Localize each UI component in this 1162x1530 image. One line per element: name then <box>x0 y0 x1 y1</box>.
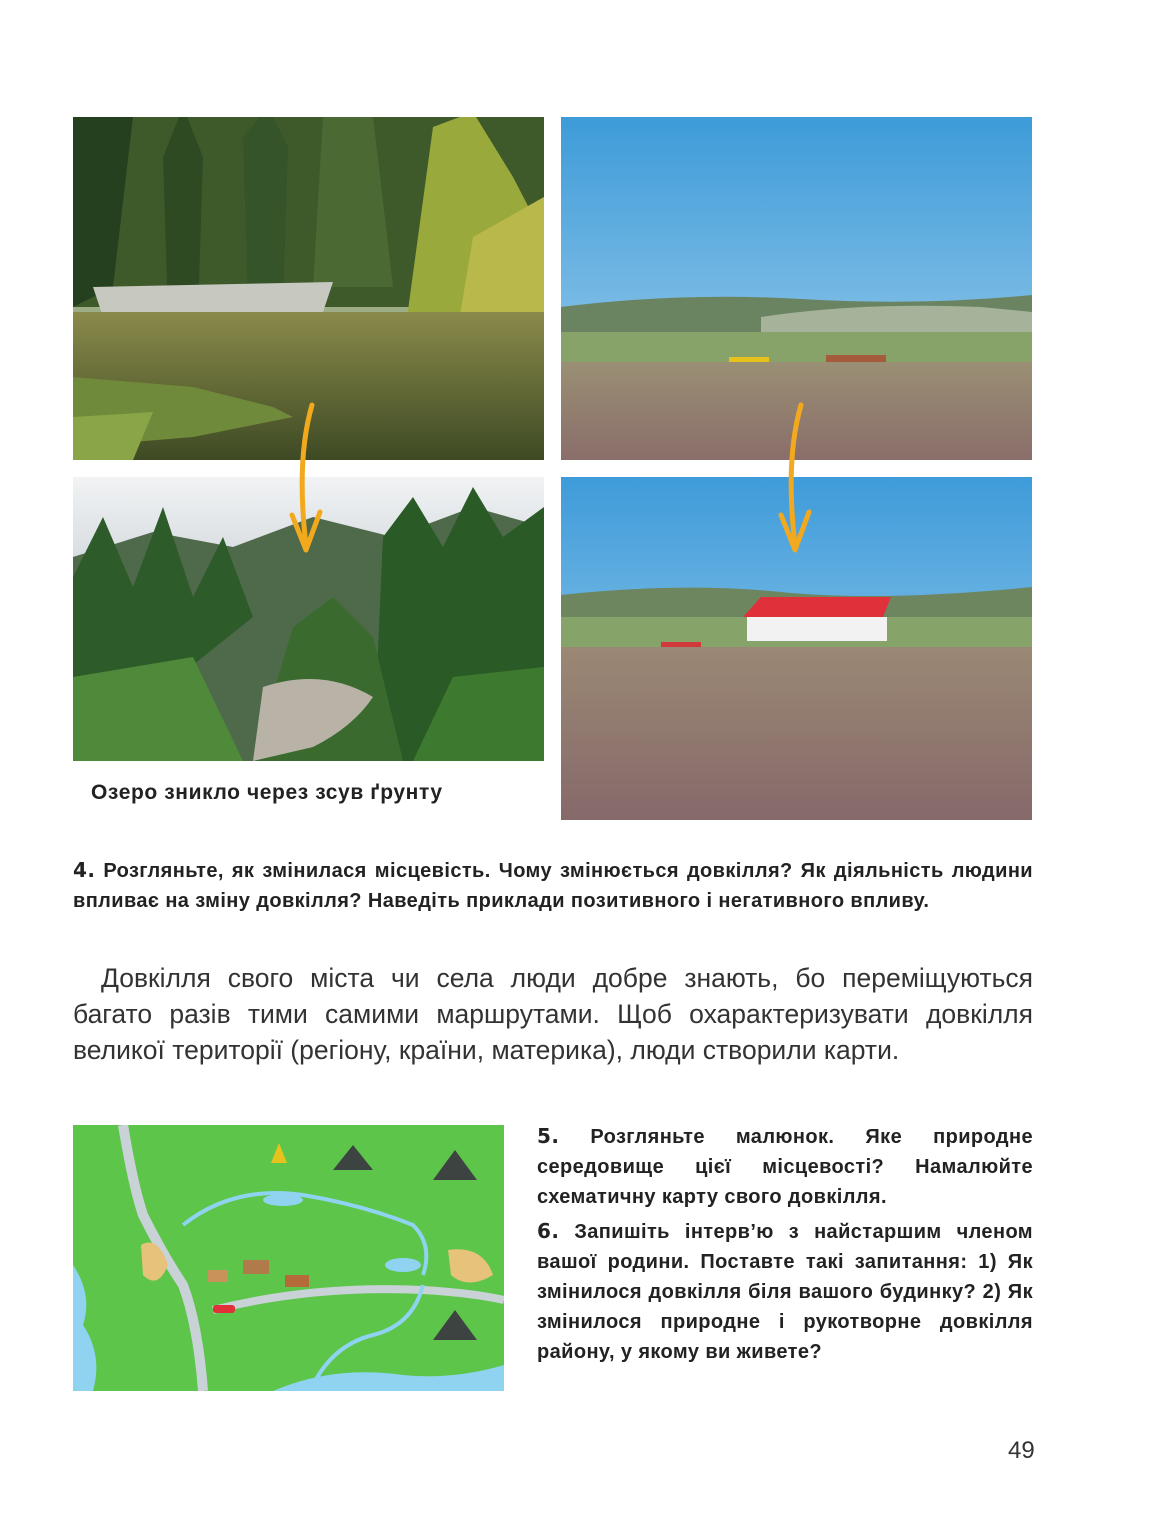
body-paragraph: Довкілля свого міста чи села люди добре знають, бо переміщуються багато разів тими самими маршрутами. Щоб охарактеризувати довкілля великої території (регіону, країни, материка), люди створили карти. <box>73 963 1033 1065</box>
photo-caption: Озеро зникло через зсув ґрунту <box>91 781 443 804</box>
task-number: 6. <box>537 1219 560 1243</box>
task-text: Запишіть інтерв’ю з найстаршим членом вашої родини. Поставте такі запитання: 1) Як змінилося довкілля біля вашого будинку? 2) Як змінилося природне і рукотворне довкілля району, у якому ви живете? <box>537 1221 1033 1363</box>
task-5 <box>537 1121 1033 1212</box>
down-arrow-icon <box>775 400 815 560</box>
page-number: 49 <box>1008 1437 1035 1464</box>
task-number: 4. <box>73 858 96 882</box>
down-arrow-icon <box>286 400 326 560</box>
task-text: Розгляньте, як змінилася місцевість. Чому змінюється довкілля? Як діяльність людини впливає на зміну довкілля? Наведіть приклади позитивного і негативного впливу. <box>73 860 1033 912</box>
task-4 <box>73 855 1033 916</box>
task-number: 5. <box>537 1124 560 1148</box>
map-illustration <box>73 1125 504 1391</box>
task-6 <box>537 1216 1033 1367</box>
task-text: Розгляньте малюнок. Яке природне середовище цієї місцевості? Намалюйте схематичну карту свого довкілля. <box>537 1126 1033 1208</box>
